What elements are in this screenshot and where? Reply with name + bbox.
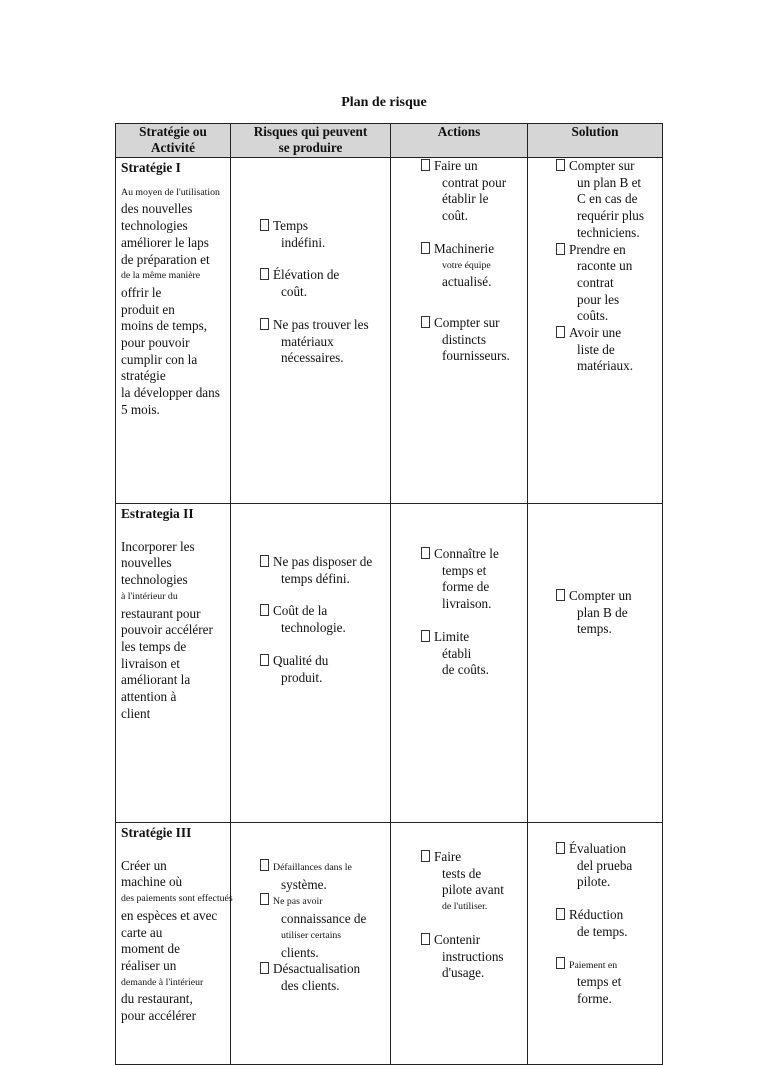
checkbox-bullet-icon [260, 555, 269, 567]
checkbox-bullet-icon [260, 654, 269, 666]
header-strategy: Stratégie ou Activité [116, 124, 231, 158]
actions-cell: Faire un contrat pour établir le coût. Machinerie votre équipe actualisé. Compter sur distincts fournisseurs. [391, 158, 528, 504]
table-row [116, 158, 663, 504]
actions-cell: Faire tests de pilote avant de l'utiliser. Contenir instructions d'usage. [391, 823, 528, 1065]
risk-plan-table [115, 123, 663, 1065]
checkbox-bullet-icon [421, 547, 430, 559]
checkbox-bullet-icon [260, 859, 269, 871]
checkbox-bullet-icon [421, 850, 430, 862]
table-row [116, 823, 663, 1065]
checkbox-bullet-icon [421, 159, 430, 171]
solution-cell: Évaluation del prueba pilote. Réduction de temps. Paiement en temps et forme. [528, 823, 663, 1065]
table-row [116, 504, 663, 823]
checkbox-bullet-icon [421, 933, 430, 945]
checkbox-bullet-icon [556, 842, 565, 854]
header-actions: Actions [391, 124, 528, 158]
header-solution: Solution [528, 124, 663, 158]
risks-cell: Défaillances dans le système. Ne pas avoir connaissance de utiliser certains clients. Désactualisation des clients. [231, 823, 391, 1065]
checkbox-bullet-icon [421, 630, 430, 642]
solution-cell: Compter un plan B de temps. [528, 504, 663, 823]
checkbox-bullet-icon [556, 908, 565, 920]
checkbox-bullet-icon [556, 589, 565, 601]
checkbox-bullet-icon [260, 893, 269, 905]
checkbox-bullet-icon [260, 962, 269, 974]
risks-cell: Temps indéfini. Élévation de coût. Ne pas trouver les matériaux nécessaires. [231, 158, 391, 504]
document-title: Plan de risque [341, 95, 427, 110]
checkbox-bullet-icon [260, 219, 269, 231]
strategy-cell: Stratégie I Au moyen de l'utilisation des nouvelles technologies améliorer le laps de préparation et de la même manière offrir le produit en moins de temps, pour pouvoir cumplir con la stratégie la développer dans 5 mois. [116, 158, 231, 504]
strategy-cell: Stratégie III Créer un machine où des paiements sont effectués en espèces et avec carte au moment de réaliser un demande à l'intérieur du restaurant, pour accélérer [116, 823, 231, 1065]
checkbox-bullet-icon [556, 957, 565, 969]
checkbox-bullet-icon [556, 159, 565, 171]
actions-cell: Connaître le temps et forme de livraison. Limite établi de coûts. [391, 504, 528, 823]
checkbox-bullet-icon [260, 318, 269, 330]
checkbox-bullet-icon [260, 604, 269, 616]
table-header-row [116, 124, 663, 158]
checkbox-bullet-icon [421, 242, 430, 254]
strategy-cell: Estrategia II Incorporer les nouvelles technologies à l'intérieur du restaurant pour pouvoir accélérer les temps de livraison et améliorant la attention à client [116, 504, 231, 823]
checkbox-bullet-icon [260, 268, 269, 280]
solution-cell: Compter sur un plan B et C en cas de requérir plus techniciens. Prendre en raconte un contrat pour les coûts. Avoir une liste de matériaux. [528, 158, 663, 504]
checkbox-bullet-icon [556, 326, 565, 338]
checkbox-bullet-icon [421, 316, 430, 328]
header-risks: Risques qui peuvent se produire [231, 124, 391, 158]
checkbox-bullet-icon [556, 243, 565, 255]
risks-cell: Ne pas disposer de temps défini. Coût de la technologie. Qualité du produit. [231, 504, 391, 823]
